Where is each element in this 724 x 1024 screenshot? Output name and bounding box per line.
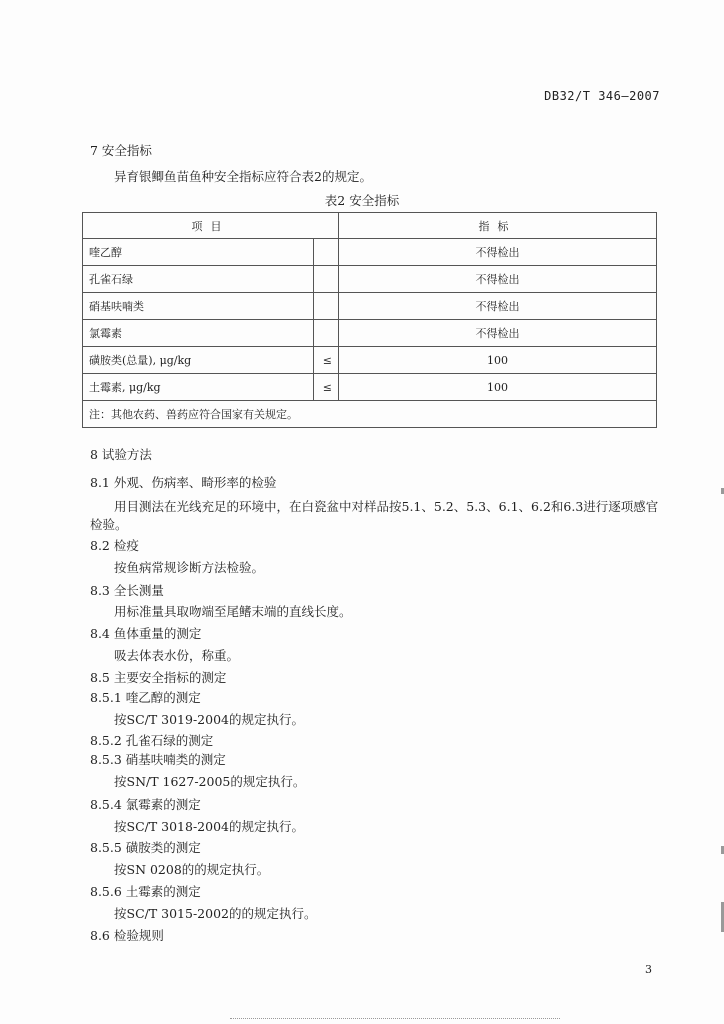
table-cell-item: 孔雀石绿 xyxy=(83,266,314,293)
table-cell-item: 硝基呋喃类 xyxy=(83,293,314,320)
section-8-3-heading: 8.3 全长测量 xyxy=(90,583,164,598)
table-cell-value: 不得检出 xyxy=(339,293,657,320)
table-row xyxy=(83,293,657,320)
section-8-2-heading: 8.2 检疫 xyxy=(90,538,139,553)
table-header-row xyxy=(83,213,657,239)
table-cell-operator: ≤ xyxy=(314,347,339,374)
section-8-5-1-body: 按SC/T 3019-2004的规定执行。 xyxy=(114,712,304,727)
section-8-5-4-body: 按SC/T 3018-2004的规定执行。 xyxy=(114,819,304,834)
section-8-5-5-heading: 8.5.5 磺胺类的测定 xyxy=(90,840,201,855)
section-8-5-4-heading: 8.5.4 氯霉素的测定 xyxy=(90,797,201,812)
section-8-4-body: 吸去体表水份，称重。 xyxy=(114,648,240,663)
section-8-6-heading: 8.6 检验规则 xyxy=(90,928,164,943)
section-8-1-heading: 8.1 外观、伤病率、畸形率的检验 xyxy=(90,475,277,490)
table-cell-value: 不得检出 xyxy=(339,266,657,293)
section-7-body: 异育银鲫鱼苗鱼种安全指标应符合表2的规定。 xyxy=(114,169,372,184)
table-cell-operator xyxy=(314,239,339,266)
section-8-1-body-line-2: 检验。 xyxy=(90,517,128,532)
column-header-index: 指标 xyxy=(339,213,657,239)
table-cell-value: 不得检出 xyxy=(339,320,657,347)
table-note: 注：其他农药、兽药应符合国家有关规定。 xyxy=(83,401,657,428)
scan-bottom-noise xyxy=(230,1018,560,1022)
table-cell-value: 100 xyxy=(339,374,657,401)
section-8-5-6-body: 按SC/T 3015-2002的的规定执行。 xyxy=(114,906,317,921)
column-header-item: 项目 xyxy=(83,213,339,239)
table-row xyxy=(83,239,657,266)
table-row xyxy=(83,266,657,293)
table-note-row xyxy=(83,401,657,428)
table-cell-value: 不得检出 xyxy=(339,239,657,266)
table-row xyxy=(83,347,657,374)
section-8-5-3-heading: 8.5.3 硝基呋喃类的测定 xyxy=(90,752,226,767)
table-cell-operator xyxy=(314,266,339,293)
section-8-2-body: 按鱼病常规诊断方法检验。 xyxy=(114,560,265,575)
table-title: 表2 安全指标 xyxy=(324,193,400,208)
table-cell-operator: ≤ xyxy=(314,374,339,401)
page-number: 3 xyxy=(645,963,652,976)
section-8-5-3-body: 按SN/T 1627-2005的规定执行。 xyxy=(114,774,306,789)
section-8-4-heading: 8.4 鱼体重量的测定 xyxy=(90,626,202,641)
table-cell-operator xyxy=(314,320,339,347)
table-cell-item: 磺胺类(总量), μg/kg xyxy=(83,347,314,374)
standard-code: DB32/T 346—2007 xyxy=(544,89,660,103)
section-8-5-6-heading: 8.5.6 土霉素的测定 xyxy=(90,884,201,899)
table-cell-item: 氯霉素 xyxy=(83,320,314,347)
table-cell-operator xyxy=(314,293,339,320)
table-row xyxy=(83,374,657,401)
table-cell-value: 100 xyxy=(339,347,657,374)
section-8-1-body-line-1: 用目测法在光线充足的环境中，在白瓷盆中对样品按5.1、5.2、5.3、6.1、6.2和6.3进行逐项感官 xyxy=(114,499,659,514)
section-8-5-heading: 8.5 主要安全指标的测定 xyxy=(90,670,227,685)
section-7-heading: 7 安全指标 xyxy=(90,143,152,158)
table-cell-item: 喹乙醇 xyxy=(83,239,314,266)
safety-index-table xyxy=(82,212,657,428)
section-8-5-5-body: 按SN 0208的的规定执行。 xyxy=(114,862,270,877)
section-8-5-2-heading: 8.5.2 孔雀石绿的测定 xyxy=(90,733,214,748)
section-8-5-1-heading: 8.5.1 喹乙醇的测定 xyxy=(90,690,201,705)
section-8-3-body: 用标准量具取吻端至尾鳍末端的直线长度。 xyxy=(114,604,352,619)
section-8-heading: 8 试验方法 xyxy=(90,447,152,462)
table-row xyxy=(83,320,657,347)
table-cell-item: 土霉素, μg/kg xyxy=(83,374,314,401)
